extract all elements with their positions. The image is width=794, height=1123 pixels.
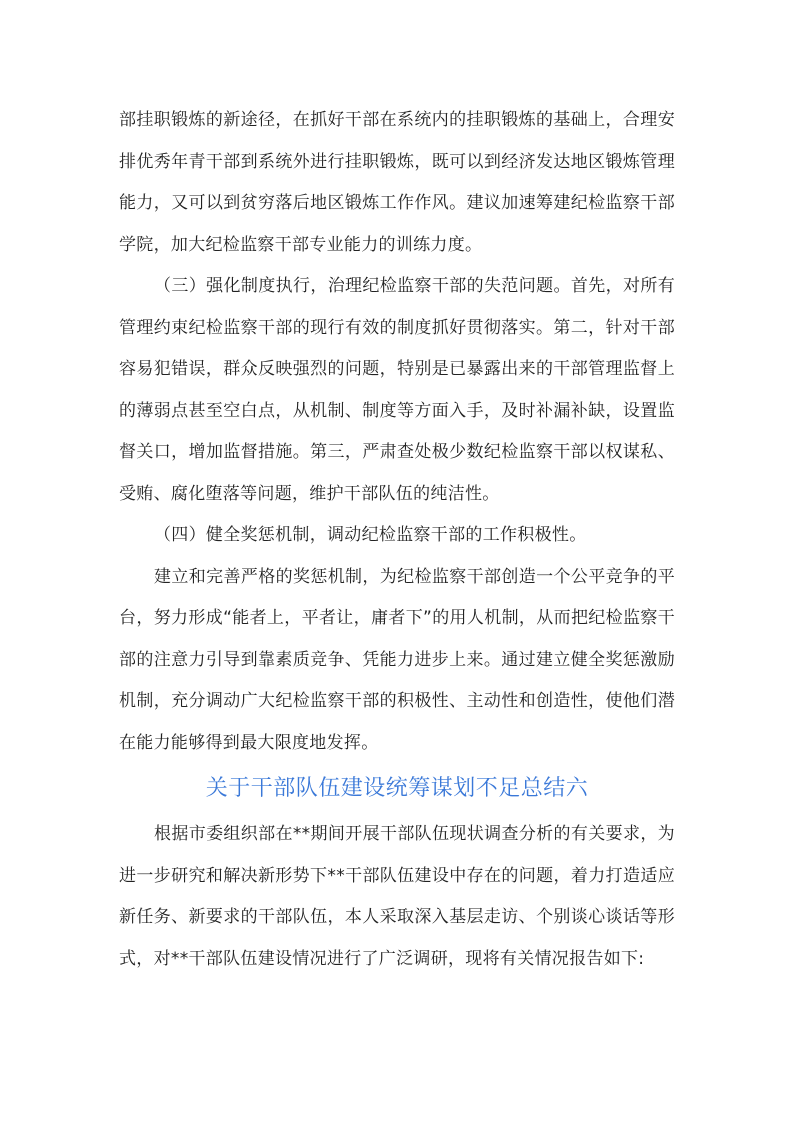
paragraph-reward-mechanism: 建立和完善严格的奖惩机制，为纪检监察干部创造一个公平竞争的平台，努力形成“能者上，平者让，庸者下”的用人机制，从而把纪检监察干部的注意力引导到靠素质竞争、凭能力进步上来。通过建立健全奖惩激励机制，充分调动广大纪检监察干部的积极性、主动性和创造性，使他们潜在能力能够得到最大限度地发挥。 (119, 566, 675, 753)
paragraph-continuation: 部挂职锻炼的新途径，在抓好干部在系统内的挂职锻炼的基础上，合理安排优秀年青干部到系统外进行挂职锻炼，既可以到经济发达地区锻炼管理能力，又可以到贫穷落后地区锻炼工作作风。建议加速筹建纪检监察干部学院，加大纪检监察干部专业能力的训练力度。 (119, 110, 675, 255)
paragraph-report-intro: 根据市委组织部在**期间开展干部队伍现状调查分析的有关要求，为进一步研究和解决新形势下**干部队伍建设中存在的问题，着力打造适应新任务、新要求的干部队伍，本人采取深入基层走访、个别谈心谈话等形式，对**干部队伍建设情况进行了广泛调研，现将有关情况报告如下: (119, 824, 675, 969)
paragraph-section-three: （三）强化制度执行，治理纪检监察干部的失范问题。首先，对所有管理约束纪检监察干部的现行有效的制度抓好贯彻落实。第二，针对干部容易犯错误，群众反映强烈的问题，特别是已暴露出来的干部管理监督上的薄弱点甚至空白点，从机制、制度等方面入手，及时补漏补缺，设置监督关口，增加监督措施。第三，严肃查处极少数纪检监察干部以权谋私、受贿、腐化堕落等问题，维护干部队伍的纯洁性。 (119, 276, 675, 504)
paragraph-section-four-title: （四）健全奖惩机制，调动纪检监察干部的工作积极性。 (154, 525, 587, 545)
section-heading: 关于干部队伍建设统筹谋划不足总结六 (205, 776, 589, 801)
document-body (119, 100, 675, 980)
